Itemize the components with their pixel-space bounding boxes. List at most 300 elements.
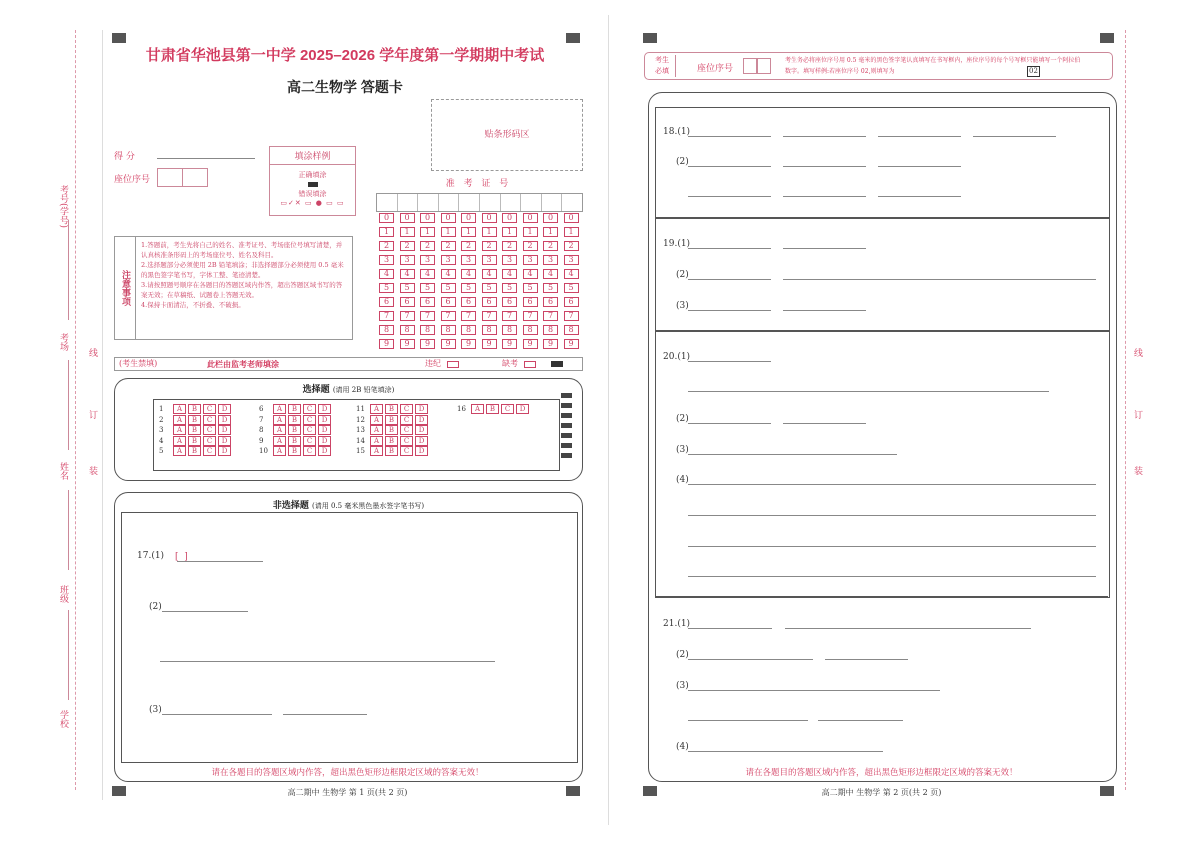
absent-bubble[interactable] xyxy=(524,361,536,368)
exam-digit-bubble[interactable]: 9 xyxy=(543,339,558,349)
exam-digit-bubble[interactable]: 0 xyxy=(420,213,435,223)
exam-digit-bubble[interactable]: 3 xyxy=(564,255,579,265)
exam-number-cell[interactable] xyxy=(480,194,501,211)
page2-seat-note: 考生务必将座位序号用 0.5 毫米的黑色签字笔认真填写在书写框内，座位序号的每个号写框只能填写一个阿拉伯数字。填写样例:若座位序号 02,则填写为 xyxy=(785,57,1081,75)
choice-bubble-A[interactable]: A xyxy=(370,404,383,414)
q20-4-line-a[interactable] xyxy=(688,484,1096,485)
q18-2-line-a[interactable] xyxy=(688,166,771,167)
choice-bubble-C[interactable]: C xyxy=(203,436,216,446)
exam-digit-bubble[interactable]: 5 xyxy=(461,283,476,293)
exam-digit-bubble[interactable]: 1 xyxy=(420,227,435,237)
choice-bubble-D[interactable]: D xyxy=(218,425,231,435)
fill-wrong-marks: ▭✓✕ ▭ ● ▭ ▭ xyxy=(280,199,345,207)
exam-digit-bubble[interactable]: 0 xyxy=(523,213,538,223)
choice-question-number: 3 xyxy=(159,426,164,434)
q19-2-line-a[interactable] xyxy=(688,279,771,280)
exam-digit-bubble[interactable]: 2 xyxy=(420,241,435,251)
q21-2-line-b[interactable] xyxy=(825,659,908,660)
binding-mark-staple: 订 xyxy=(1132,410,1142,419)
choice-bubble-A[interactable]: A xyxy=(471,404,484,414)
exam-digit-bubble[interactable]: 4 xyxy=(441,269,456,279)
page2-header xyxy=(644,52,1113,80)
choice-question-number: 9 xyxy=(259,436,264,445)
choice-bubble-D[interactable]: D xyxy=(318,415,331,425)
q19-2-label: (2) xyxy=(676,270,689,280)
q21-answer-box[interactable] xyxy=(655,596,1108,767)
exam-digit-bubble[interactable]: 7 xyxy=(543,311,558,321)
exam-digit-bubble[interactable]: 0 xyxy=(482,213,497,223)
examiner-forbidden: (考生禁填) xyxy=(119,359,158,368)
exam-number-cell[interactable] xyxy=(398,194,419,211)
choice-question-8 xyxy=(259,425,333,435)
exam-digit-bubble[interactable]: 4 xyxy=(543,269,558,279)
choice-bubble-D[interactable]: D xyxy=(516,404,529,414)
exam-number-cell[interactable] xyxy=(501,194,522,211)
examiner-note: 此栏由监考老师填涂 xyxy=(207,359,279,369)
choice-question-1 xyxy=(159,404,233,414)
q17-3-line-b[interactable] xyxy=(283,714,367,715)
exam-digit-bubble[interactable]: 1 xyxy=(400,227,415,237)
q18-2-line-f[interactable] xyxy=(878,196,961,197)
q17-2-label: (2) xyxy=(149,602,162,612)
q18-2-line-c[interactable] xyxy=(878,166,961,167)
exam-digit-bubble[interactable]: 4 xyxy=(400,269,415,279)
exam-digit-bubble[interactable]: 8 xyxy=(400,325,415,335)
choice-bubble-A[interactable]: A xyxy=(173,425,186,435)
q19-answer-box[interactable] xyxy=(655,217,1110,332)
exam-number-cell[interactable] xyxy=(521,194,542,211)
exam-digit-bubble[interactable]: 4 xyxy=(420,269,435,279)
q20-4-line-d[interactable] xyxy=(688,576,1096,577)
exam-digit-bubble[interactable]: 6 xyxy=(523,297,538,307)
choice-bubble-C[interactable]: C xyxy=(501,404,514,414)
exam-digit-bubble[interactable]: 3 xyxy=(482,255,497,265)
choice-bubble-B[interactable]: B xyxy=(288,404,301,414)
choice-question-4 xyxy=(159,436,233,446)
exam-digit-bubble[interactable]: 3 xyxy=(502,255,517,265)
choice-bubble-A[interactable]: A xyxy=(173,436,186,446)
exam-digit-bubble[interactable]: 1 xyxy=(502,227,517,237)
seat-label: 座位序号 xyxy=(114,175,151,185)
q20-1-line-b[interactable] xyxy=(688,391,1049,392)
exam-digit-bubble[interactable]: 0 xyxy=(461,213,476,223)
choice-question-7 xyxy=(259,415,333,425)
exam-digit-bubble[interactable]: 8 xyxy=(379,325,394,335)
exam-digit-bubble[interactable]: 8 xyxy=(482,325,497,335)
exam-digit-bubble[interactable]: 9 xyxy=(420,339,435,349)
exam-digit-bubble[interactable]: 5 xyxy=(400,283,415,293)
choice-bubble-B[interactable]: B xyxy=(385,436,398,446)
exam-number-input-row[interactable] xyxy=(376,193,583,212)
q17-2-line[interactable] xyxy=(162,611,248,612)
choice-question-number: 5 xyxy=(159,447,164,455)
choice-bubble-A[interactable]: A xyxy=(370,446,383,456)
q21-3-line-c[interactable] xyxy=(818,720,903,721)
choice-bubble-B[interactable]: B xyxy=(385,415,398,425)
choice-bubble-A[interactable]: A xyxy=(370,425,383,435)
exam-digit-bubble[interactable]: 9 xyxy=(482,339,497,349)
q17-3-line-a[interactable] xyxy=(162,714,272,715)
binding-mark-bind: 装 xyxy=(1132,466,1142,475)
exam-digit-bubble[interactable]: 2 xyxy=(379,241,394,251)
exam-digit-bubble[interactable]: 3 xyxy=(400,255,415,265)
exam-digit-bubble[interactable]: 3 xyxy=(543,255,558,265)
q21-4-label: (4) xyxy=(676,742,689,752)
card-title: 高二生物学 答题卡 xyxy=(287,79,403,95)
choice-bubble-B[interactable]: B xyxy=(188,415,201,425)
choice-bubble-D[interactable]: D xyxy=(218,404,231,414)
exam-digit-bubble[interactable]: 1 xyxy=(482,227,497,237)
q21-1-line-a[interactable] xyxy=(688,628,772,629)
choice-bubble-C[interactable]: C xyxy=(303,404,316,414)
choice-hint: (请用 2B 铅笔填涂) xyxy=(332,386,395,394)
choice-bubble-B[interactable]: B xyxy=(288,436,301,446)
score-field[interactable] xyxy=(157,158,255,159)
choice-bubble-B[interactable]: B xyxy=(385,425,398,435)
choice-question-number: 1 xyxy=(159,405,164,413)
choice-bubble-C[interactable]: C xyxy=(303,436,316,446)
notice-title: 注意事项 xyxy=(115,237,136,339)
q20-3-label: (3) xyxy=(676,445,689,455)
q18-2-line-d[interactable] xyxy=(688,196,771,197)
exam-digit-bubble[interactable]: 1 xyxy=(441,227,456,237)
choice-bubble-B[interactable]: B xyxy=(188,436,201,446)
exam-digit-bubble[interactable]: 7 xyxy=(461,311,476,321)
exam-digit-bubble[interactable]: 1 xyxy=(461,227,476,237)
choice-bubble-C[interactable]: C xyxy=(303,425,316,435)
exam-digit-bubble[interactable]: 4 xyxy=(379,269,394,279)
exam-digit-bubble[interactable]: 2 xyxy=(523,241,538,251)
q21-2-label: (2) xyxy=(676,650,689,660)
exam-digit-bubble[interactable]: 1 xyxy=(523,227,538,237)
exam-digit-bubble[interactable]: 8 xyxy=(461,325,476,335)
notice-items xyxy=(141,240,347,310)
exam-digit-bubble[interactable]: 0 xyxy=(379,213,394,223)
binding-write-line xyxy=(68,220,69,320)
choice-question-number: 10 xyxy=(259,447,268,455)
choice-bubble-D[interactable]: D xyxy=(415,425,428,435)
choice-bubble-B[interactable]: B xyxy=(188,404,201,414)
choice-bubble-A[interactable]: A xyxy=(173,404,186,414)
choice-question-3 xyxy=(159,425,233,435)
violation-bubble[interactable] xyxy=(447,361,459,368)
choice-bubble-D[interactable]: D xyxy=(415,446,428,456)
page1-footer: 高二期中 生物学 第 1 页(共 2 页) xyxy=(287,788,408,797)
q18-2-line-e[interactable] xyxy=(783,196,866,197)
exam-number-cell[interactable] xyxy=(562,194,582,211)
barcode-label: 贴条形码区 xyxy=(484,130,530,140)
exam-digit-bubble[interactable]: 2 xyxy=(543,241,558,251)
exam-digit-bubble[interactable]: 4 xyxy=(482,269,497,279)
choice-bubble-B[interactable]: B xyxy=(385,404,398,414)
choice-bubble-A[interactable]: A xyxy=(173,446,186,456)
q20-1-line-a[interactable] xyxy=(688,361,771,362)
choice-bubble-A[interactable]: A xyxy=(273,446,286,456)
q20-3-line[interactable] xyxy=(688,454,897,455)
exam-digit-bubble[interactable]: 7 xyxy=(502,311,517,321)
choice-bubble-D[interactable]: D xyxy=(415,415,428,425)
q20-4-line-c[interactable] xyxy=(688,546,1096,547)
choice-bubble-A[interactable]: A xyxy=(273,425,286,435)
q21-4-line[interactable] xyxy=(688,751,883,752)
q21-3-line-b[interactable] xyxy=(688,720,808,721)
notice-item: 3.请按照题号顺序在各题目的答题区域内作答，超出答题区域书写的答案无效；在草稿纸、试题卷上答题无效。 xyxy=(141,281,343,299)
q18-1-line-d[interactable] xyxy=(973,136,1056,137)
exam-digit-bubble[interactable]: 2 xyxy=(502,241,517,251)
choice-question-number: 4 xyxy=(159,436,164,445)
exam-digit-bubble[interactable]: 4 xyxy=(523,269,538,279)
exam-digit-bubble[interactable]: 7 xyxy=(420,311,435,321)
choice-bubble-D[interactable]: D xyxy=(318,425,331,435)
exam-digit-bubble[interactable]: 0 xyxy=(502,213,517,223)
fill-correct-label: 正确填涂 xyxy=(298,171,327,179)
q20-2-line-b[interactable] xyxy=(783,423,866,424)
choice-question-6 xyxy=(259,404,333,414)
exam-digit-bubble[interactable]: 8 xyxy=(564,325,579,335)
binding-label-room: 考场 xyxy=(58,333,68,351)
exam-digit-bubble[interactable]: 6 xyxy=(441,297,456,307)
exam-digit-bubble[interactable]: 3 xyxy=(461,255,476,265)
binding-mark-line: 线 xyxy=(87,348,97,357)
choice-question-2 xyxy=(159,415,233,425)
exam-digit-bubble[interactable]: 7 xyxy=(564,311,579,321)
exam-digit-bubble[interactable]: 2 xyxy=(441,241,456,251)
exam-digit-bubble[interactable]: 6 xyxy=(420,297,435,307)
exam-digit-bubble[interactable]: 3 xyxy=(523,255,538,265)
exam-number-cell[interactable] xyxy=(459,194,480,211)
choice-bubble-A[interactable]: A xyxy=(370,436,383,446)
notice-item: 2.选择题部分必须使用 2B 铅笔填涂；非选择题部分必须使用 0.5 毫米的黑色签字笔书写，字体工整、笔迹清楚。 xyxy=(141,261,344,279)
page2-seat-box-2[interactable] xyxy=(757,58,771,74)
exam-digit-bubble[interactable]: 5 xyxy=(523,283,538,293)
choice-bubble-B[interactable]: B xyxy=(288,415,301,425)
exam-digit-bubble[interactable]: 1 xyxy=(379,227,394,237)
barcode-area xyxy=(431,99,583,171)
choice-bubble-C[interactable]: C xyxy=(203,425,216,435)
q21-3-line-a[interactable] xyxy=(688,690,940,691)
exam-number-cell[interactable] xyxy=(377,194,398,211)
seat-box-1[interactable] xyxy=(157,168,183,187)
q17-answer-box[interactable] xyxy=(121,512,578,763)
q17-label: 17.(1) xyxy=(137,551,165,561)
exam-digit-bubble[interactable]: 9 xyxy=(400,339,415,349)
fill-correct-mark xyxy=(308,182,318,187)
choice-question-14 xyxy=(356,436,430,446)
q18-answer-box[interactable] xyxy=(655,107,1110,219)
choice-question-number: 2 xyxy=(159,415,164,424)
exam-digit-bubble[interactable]: 2 xyxy=(461,241,476,251)
page2-seat-example: 02 xyxy=(1029,67,1038,75)
choice-question-13 xyxy=(356,425,430,435)
exam-digit-bubble[interactable]: 3 xyxy=(441,255,456,265)
exam-digit-bubble[interactable]: 0 xyxy=(543,213,558,223)
choice-bubble-D[interactable]: D xyxy=(318,436,331,446)
exam-digit-bubble[interactable]: 5 xyxy=(420,283,435,293)
choice-bubble-B[interactable]: B xyxy=(385,446,398,456)
page2-seat-label: 座位序号 xyxy=(697,64,734,74)
exam-digit-bubble[interactable]: 2 xyxy=(564,241,579,251)
exam-digit-bubble[interactable]: 8 xyxy=(523,325,538,335)
q19-1-line-a[interactable] xyxy=(688,248,771,249)
seat-box-2[interactable] xyxy=(182,168,208,187)
choice-bubble-D[interactable]: D xyxy=(318,446,331,456)
exam-digit-bubble[interactable]: 0 xyxy=(400,213,415,223)
choice-bubble-C[interactable]: C xyxy=(203,415,216,425)
absent-sample-mark xyxy=(551,361,563,367)
nonchoice-hint: (请用 0.5 毫米黑色墨水签字笔书写) xyxy=(312,502,425,510)
exam-digit-bubble[interactable]: 8 xyxy=(543,325,558,335)
page2-must-label: 考生 必填 xyxy=(649,55,676,77)
nonchoice-section xyxy=(114,492,583,782)
choice-bubble-A[interactable]: A xyxy=(273,404,286,414)
choice-bubble-D[interactable]: D xyxy=(415,404,428,414)
choice-bubble-D[interactable]: D xyxy=(218,436,231,446)
q20-4-label: (4) xyxy=(676,475,689,485)
exam-digit-bubble[interactable]: 6 xyxy=(400,297,415,307)
exam-number-cell[interactable] xyxy=(418,194,439,211)
q21-1-line-b[interactable] xyxy=(785,628,1031,629)
exam-digit-bubble[interactable]: 6 xyxy=(502,297,517,307)
exam-digit-bubble[interactable]: 7 xyxy=(482,311,497,321)
binding-write-line xyxy=(68,360,69,450)
exam-digit-bubble[interactable]: 5 xyxy=(502,283,517,293)
exam-digit-bubble[interactable]: 9 xyxy=(461,339,476,349)
choice-bubble-D[interactable]: D xyxy=(318,404,331,414)
choice-grid xyxy=(159,404,559,468)
corner-mark xyxy=(643,33,657,43)
choice-bubble-C[interactable]: C xyxy=(203,446,216,456)
exam-digit-bubble[interactable]: 8 xyxy=(502,325,517,335)
choice-question-9 xyxy=(259,436,333,446)
exam-digit-bubble[interactable]: 5 xyxy=(441,283,456,293)
choice-bubble-A[interactable]: A xyxy=(173,415,186,425)
exam-digit-bubble[interactable]: 9 xyxy=(564,339,579,349)
exam-digit-bubble[interactable]: 7 xyxy=(379,311,394,321)
choice-bubble-A[interactable]: A xyxy=(273,415,286,425)
choice-bubble-D[interactable]: D xyxy=(218,446,231,456)
choice-bubble-C[interactable]: C xyxy=(203,404,216,414)
q20-2-line-a[interactable] xyxy=(688,423,771,424)
fill-example-box xyxy=(269,146,356,216)
exam-digit-bubble[interactable]: 4 xyxy=(461,269,476,279)
exam-digit-bubble[interactable]: 8 xyxy=(441,325,456,335)
choice-question-12 xyxy=(356,415,430,425)
fill-example-title: 填涂样例 xyxy=(270,147,355,165)
q19-2-line-b[interactable] xyxy=(783,279,1096,280)
q19-3-line-a[interactable] xyxy=(688,310,771,311)
choice-bubble-B[interactable]: B xyxy=(288,425,301,435)
q19-label: 19.(1) xyxy=(663,239,691,249)
exam-number-cell[interactable] xyxy=(439,194,460,211)
choice-bubble-C[interactable]: C xyxy=(400,446,413,456)
choice-question-number: 12 xyxy=(356,415,365,424)
q21-2-line-a[interactable] xyxy=(688,659,813,660)
choice-bubble-B[interactable]: B xyxy=(486,404,499,414)
choice-bubble-C[interactable]: C xyxy=(303,415,316,425)
exam-digit-bubble[interactable]: 9 xyxy=(441,339,456,349)
q19-1-line-b[interactable] xyxy=(783,248,866,249)
exam-digit-bubble[interactable]: 1 xyxy=(543,227,558,237)
exam-digit-bubble[interactable]: 6 xyxy=(482,297,497,307)
page2-seat-box-1[interactable] xyxy=(743,58,757,74)
q18-1-line-b[interactable] xyxy=(783,136,866,137)
choice-bubble-B[interactable]: B xyxy=(288,446,301,456)
q17-2-line-long[interactable] xyxy=(160,661,495,662)
binding-label-school: 学校 xyxy=(58,710,68,728)
choice-bubble-B[interactable]: B xyxy=(188,446,201,456)
exam-digit-bubble[interactable]: 6 xyxy=(543,297,558,307)
exam-digit-bubble[interactable]: 4 xyxy=(564,269,579,279)
choice-question-number: 7 xyxy=(259,415,264,424)
exam-digit-bubble[interactable]: 5 xyxy=(482,283,497,293)
choice-question-number: 6 xyxy=(259,405,264,413)
q20-answer-box[interactable] xyxy=(655,330,1110,598)
choice-bubble-C[interactable]: C xyxy=(303,446,316,456)
q20-4-line-b[interactable] xyxy=(688,515,1096,516)
exam-digit-bubble[interactable]: 5 xyxy=(564,283,579,293)
corner-mark xyxy=(1100,33,1114,43)
choice-bubble-A[interactable]: A xyxy=(370,415,383,425)
exam-digit-bubble[interactable]: 7 xyxy=(441,311,456,321)
exam-digit-bubble[interactable]: 2 xyxy=(400,241,415,251)
choice-bubble-B[interactable]: B xyxy=(188,425,201,435)
fill-wrong-label: 错误填涂 xyxy=(298,190,327,198)
exam-digit-bubble[interactable]: 7 xyxy=(523,311,538,321)
binding-label-exam-id: 考号(学号) xyxy=(58,185,68,229)
violation-label: 违纪 xyxy=(425,359,441,368)
choice-bubble-D[interactable]: D xyxy=(415,436,428,446)
exam-digit-bubble[interactable]: 0 xyxy=(441,213,456,223)
q18-1-line-a[interactable] xyxy=(688,136,771,137)
exam-digit-bubble[interactable]: 6 xyxy=(379,297,394,307)
choice-bubble-C[interactable]: C xyxy=(400,425,413,435)
exam-digit-bubble[interactable]: 9 xyxy=(502,339,517,349)
exam-number-cell[interactable] xyxy=(542,194,563,211)
choice-bubble-D[interactable]: D xyxy=(218,415,231,425)
exam-digit-bubble[interactable]: 6 xyxy=(461,297,476,307)
choice-question-number: 11 xyxy=(356,405,365,413)
exam-digit-bubble[interactable]: 5 xyxy=(543,283,558,293)
binding-write-line xyxy=(68,610,69,700)
choice-bubble-C[interactable]: C xyxy=(400,436,413,446)
exam-digit-bubble[interactable]: 0 xyxy=(564,213,579,223)
choice-title: 选择题 xyxy=(302,385,330,395)
choice-question-number: 16 xyxy=(457,405,466,413)
exam-digit-bubble[interactable]: 4 xyxy=(502,269,517,279)
exam-digit-bubble[interactable]: 3 xyxy=(379,255,394,265)
exam-digit-bubble[interactable]: 6 xyxy=(564,297,579,307)
exam-digit-bubble[interactable]: 9 xyxy=(379,339,394,349)
exam-digit-bubble[interactable]: 9 xyxy=(523,339,538,349)
choice-question-10 xyxy=(259,446,333,456)
choice-question-number: 8 xyxy=(259,426,264,434)
q18-2-label: (2) xyxy=(676,157,689,167)
choice-bubble-C[interactable]: C xyxy=(400,415,413,425)
exam-digit-bubble[interactable]: 3 xyxy=(420,255,435,265)
exam-digit-bubble[interactable]: 1 xyxy=(564,227,579,237)
exam-digit-bubble[interactable]: 5 xyxy=(379,283,394,293)
q18-1-line-c[interactable] xyxy=(878,136,961,137)
choice-bubble-C[interactable]: C xyxy=(400,404,413,414)
exam-digit-bubble[interactable]: 2 xyxy=(482,241,497,251)
choice-section xyxy=(114,378,583,481)
exam-digit-bubble[interactable]: 8 xyxy=(420,325,435,335)
exam-digit-bubble[interactable]: 7 xyxy=(400,311,415,321)
q17-1-line[interactable] xyxy=(177,561,263,562)
choice-bubble-A[interactable]: A xyxy=(273,436,286,446)
q19-3-line-b[interactable] xyxy=(783,310,866,311)
q18-2-line-b[interactable] xyxy=(783,166,866,167)
